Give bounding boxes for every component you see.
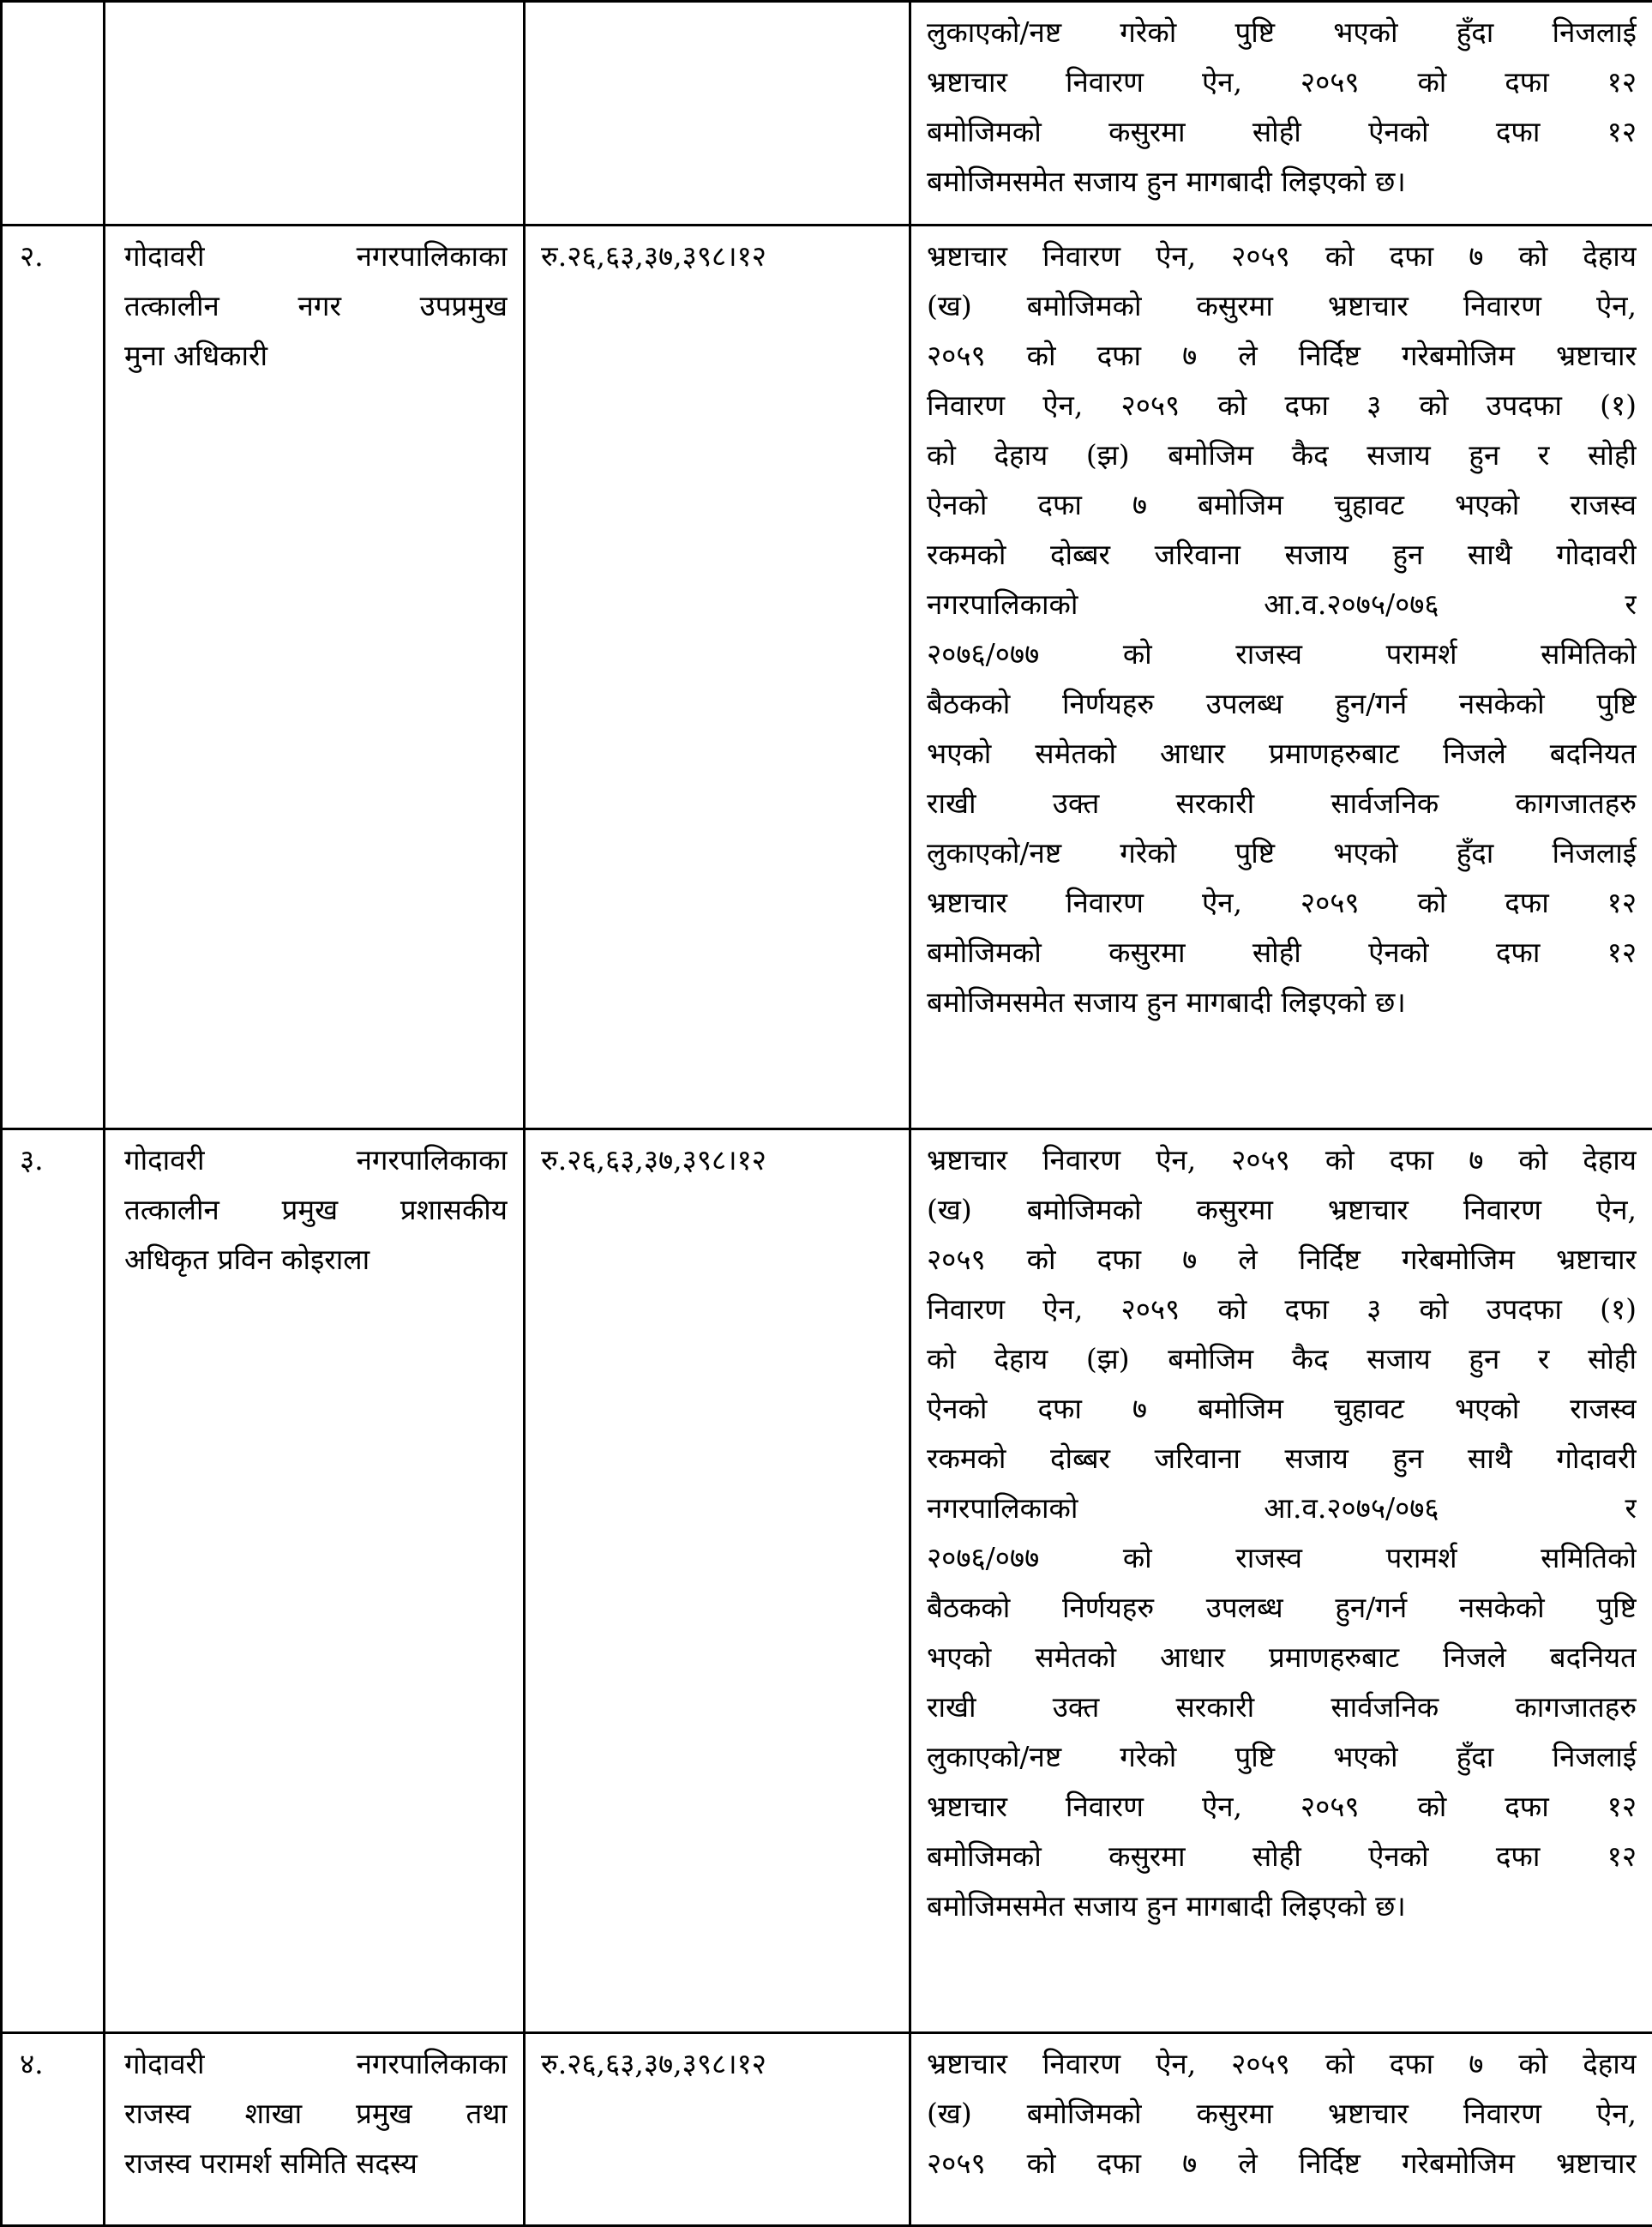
amount-value: रु.२६,६३,३७,३९८।१२: [541, 2047, 766, 2080]
accused-line: तत्कालीन नगर उपप्रमुख: [124, 281, 508, 331]
accused-line: गोदावरी नगरपालिकाका: [124, 1135, 508, 1185]
claim-line: रकमको दोब्बर जरिवाना सजाय हुन साथै गोदावरी: [927, 530, 1637, 580]
accused-cell: [105, 226, 525, 1129]
table-row: [2, 226, 1652, 1129]
serial-number-cell: [2, 1129, 105, 2033]
claim-line: २०५९ को दफा ७ ले निर्दिष्ट गरेबमोजिम भ्रष्टाचार: [927, 1235, 1637, 1285]
claim-line: भ्रष्टाचार निवारण ऐन, २०५९ को दफा १२: [927, 1782, 1637, 1832]
accused-line: तत्कालीन प्रमुख प्रशासकीय: [124, 1185, 508, 1235]
claim-line: नगरपालिकाको आ.व.२०७५/०७६ र: [927, 580, 1637, 629]
serial-number: ३.: [20, 1143, 44, 1177]
claim-line: (ख) बमोजिमको कसुरमा भ्रष्टाचार निवारण ऐन,: [927, 1185, 1637, 1235]
serial-number-cell: [2, 226, 105, 1129]
claim-line: बमोजिमसमेत सजाय हुन मागबादी लिइएको छ।: [927, 1881, 1637, 1931]
claim-cell: [910, 2, 1652, 226]
accused-line: गोदावरी नगरपालिकाका: [124, 232, 508, 281]
serial-number-cell: [2, 2, 105, 226]
claim-line: भ्रष्टाचार निवारण ऐन, २०५९ को दफा १२: [927, 57, 1637, 107]
accused-line: राजस्व शाखा प्रमुख तथा: [124, 2089, 508, 2139]
accused-cell: [105, 2033, 525, 2226]
claim-line: रकमको दोब्बर जरिवाना सजाय हुन साथै गोदावरी: [927, 1434, 1637, 1484]
claim-line: (ख) बमोजिमको कसुरमा भ्रष्टाचार निवारण ऐन,: [927, 2089, 1637, 2139]
serial-number: ४.: [20, 2047, 44, 2080]
claim-line: (ख) बमोजिमको कसुरमा भ्रष्टाचार निवारण ऐन,: [927, 281, 1637, 331]
claim-line: राखी उक्त सरकारी सार्वजनिक कागजातहरु: [927, 779, 1637, 828]
amount-cell: [525, 226, 910, 1129]
accused-line: राजस्व परामर्श समिति सदस्य: [124, 2139, 508, 2188]
claim-cell: [910, 2033, 1652, 2226]
claim-line: बैठकको निर्णयहरु उपलब्ध हुन/गर्न नसकेको पुष्टि: [927, 679, 1637, 729]
claim-line: बमोजिमसमेत सजाय हुन मागबादी लिइएको छ।: [927, 978, 1637, 1027]
claim-line: लुकाएको/नष्ट गरेको पुष्टि भएको हुँदा निजलाई: [927, 828, 1637, 878]
claim-line: बमोजिमसमेत सजाय हुन मागबादी लिइएको छ।: [927, 157, 1637, 207]
amount-cell: [525, 1129, 910, 2033]
claim-line: बमोजिमको कसुरमा सोही ऐनको दफा १२: [927, 928, 1637, 978]
claim-line: बमोजिमको कसुरमा सोही ऐनको दफा १२: [927, 107, 1637, 157]
claim-line: लुकाएको/नष्ट गरेको पुष्टि भएको हुँदा निजलाई: [927, 1732, 1637, 1782]
accused-line: अधिकृत प्रविन कोइराला: [124, 1235, 508, 1285]
claim-line: भ्रष्टाचार निवारण ऐन, २०५९ को दफा ७ को देहाय: [927, 1135, 1637, 1185]
claim-line: बमोजिमको कसुरमा सोही ऐनको दफा १२: [927, 1832, 1637, 1881]
serial-number: २.: [20, 239, 44, 273]
claim-line: निवारण ऐन, २०५९ को दफा ३ को उपदफा (१): [927, 1285, 1637, 1334]
table-row: [2, 1129, 1652, 2033]
amount-value: रु.२६,६३,३७,३९८।१२: [541, 1143, 766, 1177]
claim-cell: [910, 1129, 1652, 2033]
claim-line: लुकाएको/नष्ट गरेको पुष्टि भएको हुँदा निजलाई: [927, 8, 1637, 57]
claim-line: ऐनको दफा ७ बमोजिम चुहावट भएको राजस्व: [927, 1384, 1637, 1434]
amount-cell: [525, 2033, 910, 2226]
claim-line: भएको समेतको आधार प्रमाणहरुबाट निजले बदनियत: [927, 729, 1637, 779]
claim-line: निवारण ऐन, २०५९ को दफा ३ को उपदफा (१): [927, 381, 1637, 430]
claim-line: २०७६/०७७ को राजस्व परामर्श समितिको: [927, 629, 1637, 679]
amount-value: रु.२६,६३,३७,३९८।१२: [541, 239, 766, 273]
claim-cell: [910, 226, 1652, 1129]
accused-cell: [105, 2, 525, 226]
claim-line: भएको समेतको आधार प्रमाणहरुबाट निजले बदनियत: [927, 1633, 1637, 1682]
claim-line: भ्रष्टाचार निवारण ऐन, २०५९ को दफा १२: [927, 878, 1637, 928]
serial-number-cell: [2, 2033, 105, 2226]
claim-line: २०७६/०७७ को राजस्व परामर्श समितिको: [927, 1533, 1637, 1583]
claim-line: भ्रष्टाचार निवारण ऐन, २०५९ को दफा ७ को देहाय: [927, 232, 1637, 281]
amount-cell: [525, 2, 910, 226]
table-row: [2, 2, 1652, 226]
claim-line: भ्रष्टाचार निवारण ऐन, २०५९ को दफा ७ को देहाय: [927, 2039, 1637, 2089]
accused-line: मुना अधिकारी: [124, 331, 508, 381]
claim-line: बैठकको निर्णयहरु उपलब्ध हुन/गर्न नसकेको पुष्टि: [927, 1583, 1637, 1633]
accused-line: गोदावरी नगरपालिकाका: [124, 2039, 508, 2089]
claim-line: को देहाय (झ) बमोजिम कैद सजाय हुन र सोही: [927, 1334, 1637, 1384]
claim-line: राखी उक्त सरकारी सार्वजनिक कागजातहरु: [927, 1682, 1637, 1732]
accused-cell: [105, 1129, 525, 2033]
claim-line: ऐनको दफा ७ बमोजिम चुहावट भएको राजस्व: [927, 480, 1637, 530]
table-row: [2, 2033, 1652, 2226]
claim-line: २०५९ को दफा ७ ले निर्दिष्ट गरेबमोजिम भ्रष्टाचार: [927, 2139, 1637, 2188]
claim-line: २०५९ को दफा ७ ले निर्दिष्ट गरेबमोजिम भ्रष्टाचार: [927, 331, 1637, 381]
claim-line: को देहाय (झ) बमोजिम कैद सजाय हुन र सोही: [927, 430, 1637, 480]
claim-line: नगरपालिकाको आ.व.२०७५/०७६ र: [927, 1484, 1637, 1533]
